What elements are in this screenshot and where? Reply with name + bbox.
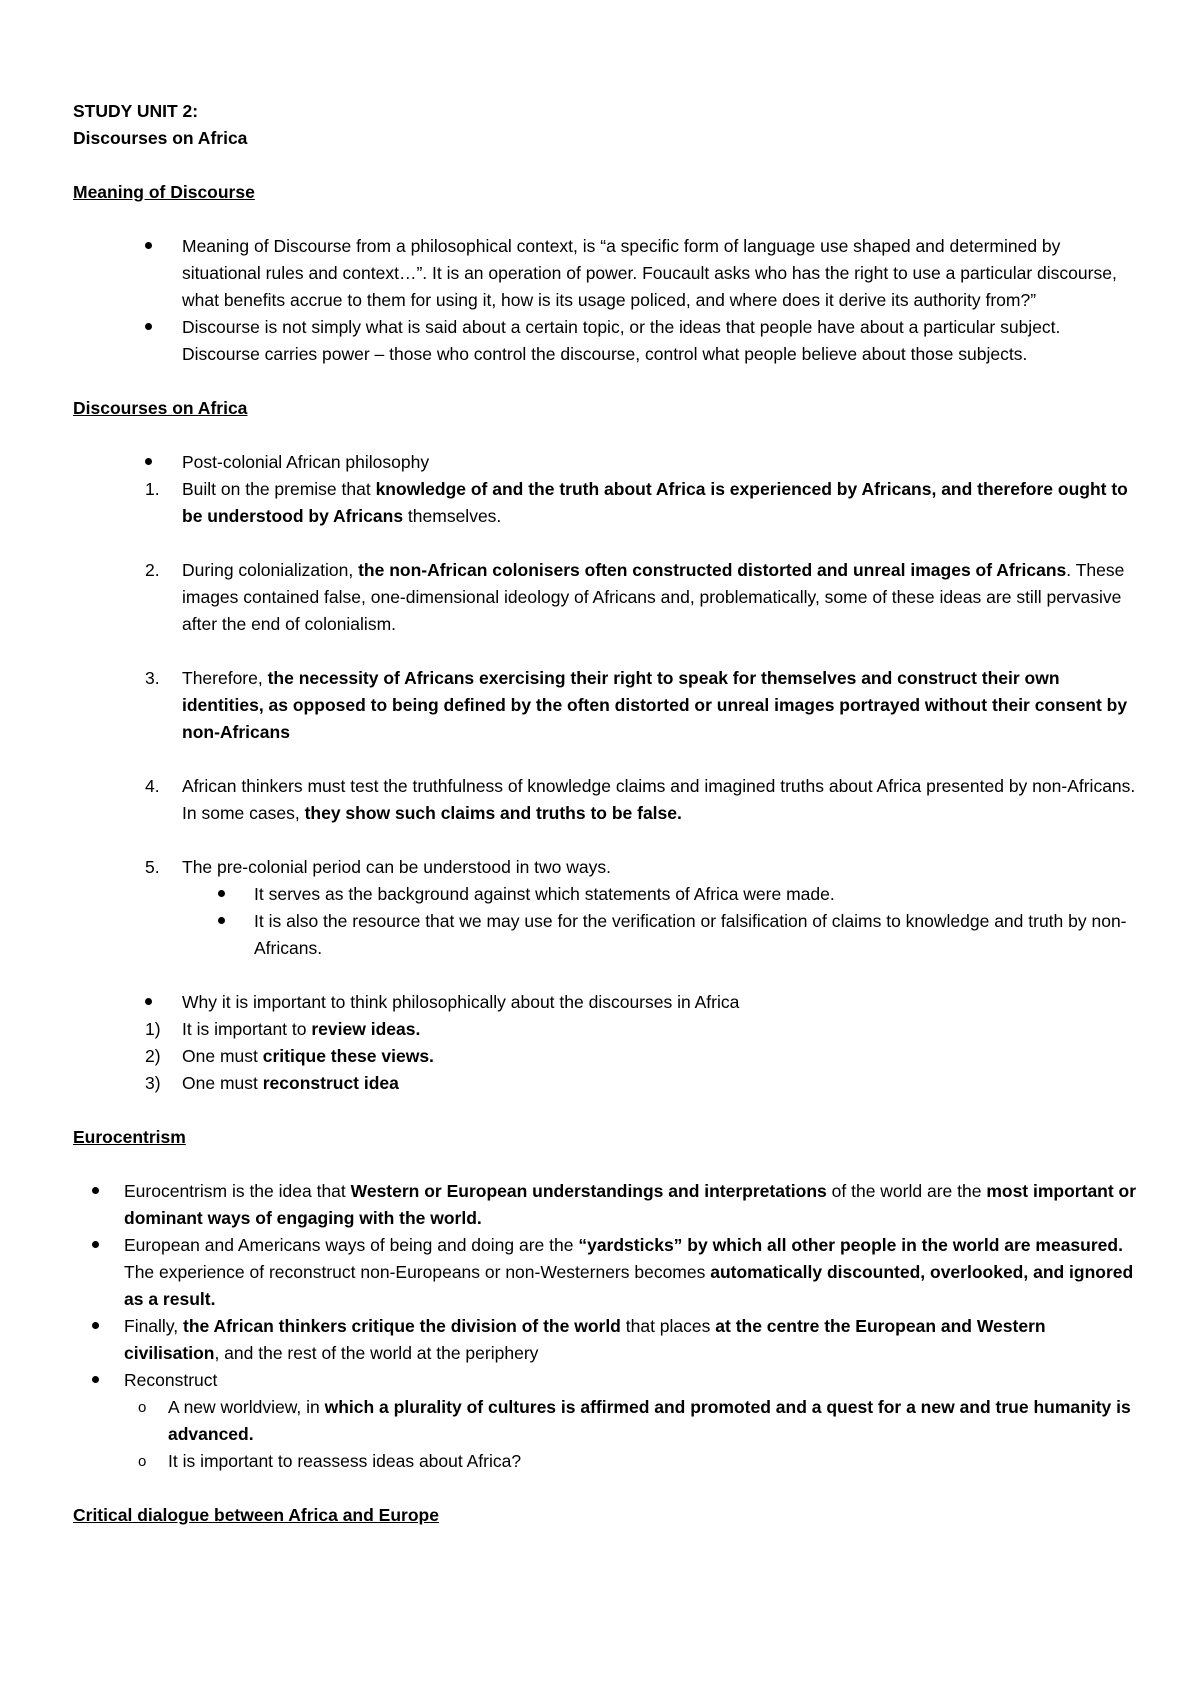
unit-title: STUDY UNIT 2: <box>73 101 199 121</box>
bullet-icon <box>92 1367 99 1394</box>
bullet-icon <box>92 1313 99 1340</box>
list-item: Discourse is not simply what is said about a certain topic, or the ideas that people have about a particular subject. Discourse carries power – those who control the discourse, control what people believe about those subjects. <box>73 314 1143 368</box>
document-page <box>73 98 1143 1529</box>
list-item: Finally, the African thinkers critique the division of the world that places at the centre the European and Western civilisation, and the rest of the world at the periphery <box>73 1313 1143 1367</box>
numbered-item: 4. African thinkers must test the truthfulness of knowledge claims and imagined truths about Africa presented by non-Africans. In some cases, they show such claims and truths to be false. <box>145 776 1136 823</box>
numbered-item: 1) It is important to review ideas. <box>145 1019 421 1039</box>
list-item: Eurocentrism is the idea that Western or European understandings and interpretations of the world are the most important or dominant ways of engaging with the world. <box>73 1178 1143 1232</box>
numbered-item: 5. The pre-colonial period can be understood in two ways. <box>145 857 611 877</box>
bullet-icon <box>218 908 225 935</box>
bullet-icon <box>92 1178 99 1205</box>
list-item: Reconstruct <box>73 1367 1143 1394</box>
bullet-icon <box>145 449 152 476</box>
eurocentrism-list <box>73 1178 1143 1475</box>
heading-discourses-on-africa: Discourses on Africa <box>73 398 248 418</box>
numbered-item: 2. During colonialization, the non-African colonisers often constructed distorted and unreal images of Africans. These images contained false, one-dimensional ideology of Africans and, problematically, some of these ideas are still pervasive after the end of colonialism. <box>145 560 1125 634</box>
heading-eurocentrism: Eurocentrism <box>73 1127 186 1147</box>
list-item: Post-colonial African philosophy <box>73 449 1143 476</box>
heading-meaning-of-discourse: Meaning of Discourse <box>73 182 255 202</box>
list-item: Meaning of Discourse from a philosophical context, is “a specific form of language use shaped and determined by situational rules and context…”. It is an operation of power. Foucault asks who has the right to use a particular discourse, what benefits accrue to them for using it, how is its usage policed, and where does it derive its authority from?” <box>73 233 1143 314</box>
bullet-icon <box>92 1232 99 1259</box>
bullet-icon <box>145 314 152 341</box>
discourse-bullet-list <box>73 233 1143 368</box>
bullet-icon <box>145 233 152 260</box>
list-item: Why it is important to think philosophically about the discourses in Africa <box>73 989 1143 1016</box>
unit-subtitle: Discourses on Africa <box>73 128 248 148</box>
circle-bullet-icon: o <box>138 1399 147 1416</box>
africa-list <box>73 449 1143 1097</box>
numbered-item: 2) One must critique these views. <box>145 1046 434 1066</box>
bullet-icon <box>218 881 225 908</box>
sub-list-item: o A new worldview, in which a plurality of cultures is affirmed and promoted and a quest for a new and true humanity is advanced. <box>73 1394 1143 1448</box>
numbered-item: 3) One must reconstruct idea <box>145 1073 399 1093</box>
list-item: European and Americans ways of being and doing are the “yardsticks” by which all other people in the world are measured. The experience of reconstruct non-Europeans or non-Westerners becomes automatically discounted, overlooked, and ignored as a result. <box>73 1232 1143 1313</box>
sub-list-item: o It is important to reassess ideas about Africa? <box>73 1448 1143 1475</box>
numbered-item: 1. Built on the premise that knowledge of and the truth about Africa is experienced by Africans, and therefore ought to be understood by Africans themselves. <box>145 479 1128 526</box>
sub-list-item: It serves as the background against which statements of Africa were made. <box>73 881 1143 908</box>
numbered-item: 3. Therefore, the necessity of Africans exercising their right to speak for themselves and construct their own identities, as opposed to being defined by the often distorted or unreal images portrayed without their consent by non-Africans <box>145 668 1128 742</box>
sub-list-item: It is also the resource that we may use for the verification or falsification of claims to knowledge and truth by non-Africans. <box>73 908 1143 962</box>
heading-critical-dialogue: Critical dialogue between Africa and Europe <box>73 1505 439 1525</box>
bullet-icon <box>145 989 152 1016</box>
circle-bullet-icon: o <box>138 1453 147 1470</box>
